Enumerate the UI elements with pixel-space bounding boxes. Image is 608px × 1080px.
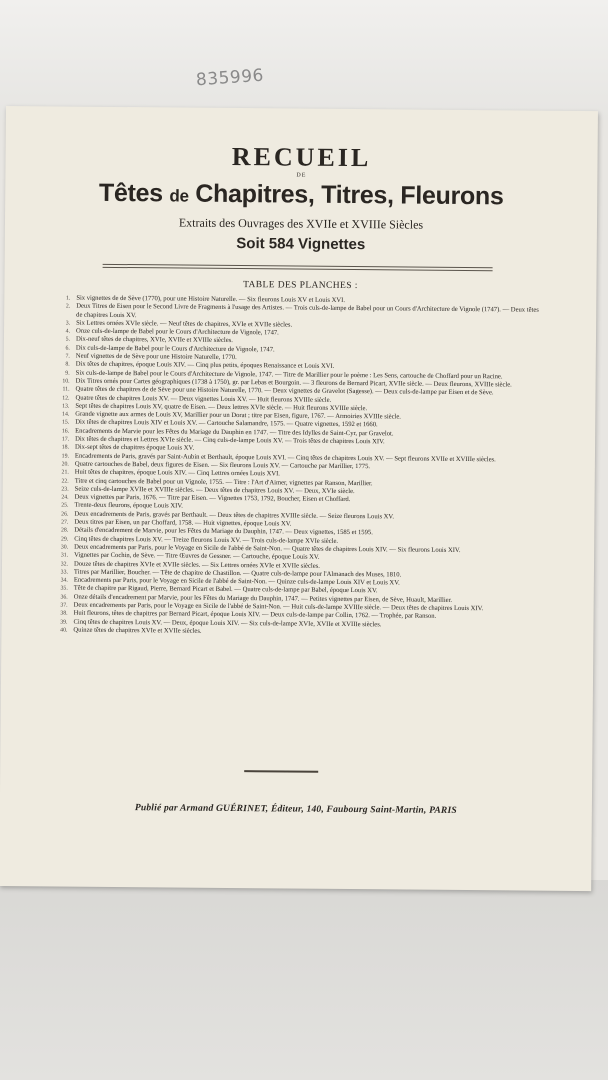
- plate-number: 36.: [60, 594, 68, 601]
- heading-recueil: RECUEIL: [231, 141, 372, 173]
- plate-description: Six vignettes de de Sève (1770), pour une Histoire Naturelle. — Six fleurons Louis XV et Louis XVI.: [76, 294, 346, 304]
- plate-description: Dix têtes de chapitres, époque Louis XIV. — Cinq plus petits, époques Renaissance et Louis XVI.: [75, 360, 335, 371]
- plate-number: 21.: [61, 469, 69, 476]
- plate-description: Deux encadrements par Paris, pour le Voyage en Sicile de l'abbé de Saint-Non. — Quatre têtes de chapitres Louis XIV. — Six fleurons Louis XIV.: [74, 543, 461, 554]
- plate-number: 13.: [62, 403, 70, 410]
- plate-number: 12.: [62, 395, 70, 402]
- plate-number: 3.: [65, 320, 71, 327]
- plate-number: 33.: [60, 569, 68, 576]
- plate-description: Dix-neuf têtes de chapitres, XVIe, XVIIe et XVIIIe siècles.: [75, 336, 233, 345]
- closing-rule: [244, 770, 318, 773]
- plates-list: [53, 294, 546, 638]
- plate-description: Quatre têtes de chapitres Louis XV. — Deux vignettes Louis XV. — Huit fleurons XVIIIe siècle.: [75, 394, 332, 404]
- plate-description: Tête de chapitre par Rigaud, Pierre, Bernard Picart et Babel. — Quatre culs-de-lampe par Babel, époque Louis XV.: [73, 585, 378, 595]
- background-table-surface: [0, 880, 608, 1080]
- plate-number: 28.: [61, 527, 69, 534]
- plate-description: Trente-deux fleurons, époque Louis XIV.: [74, 502, 183, 510]
- plate-description: Deux titres par Eisen, un par Choffard, 1758. — Huit vignettes, époque Louis XV.: [74, 518, 292, 528]
- plate-number: 27.: [61, 519, 69, 526]
- background-top: [0, 0, 608, 120]
- plate-number: 1.: [65, 295, 71, 302]
- plate-number: 19.: [61, 453, 69, 460]
- plate-description: Deux encadrements par Paris, pour le Voyage en Sicile de l'abbé de Saint-Non. — Huit culs-de-lampe XVIIIe siècle. — Deux têtes de chapitres Louis XIV.: [73, 601, 484, 613]
- heading-de: DE: [296, 172, 307, 179]
- plate-description: Onze détails d'encadrement par Marvie, pour les Fêtes du Mariage du Dauphin, 1747. — Petites vignettes par Eisen, de Sève, Huault, Marillier.: [73, 593, 453, 604]
- plate-description: Deux encadrements de Paris, gravés par Berthault. — Deux têtes de chapitres XVIIIe siècle. — Seize fleurons Louis XV.: [74, 510, 395, 521]
- plate-description: Dix culs-de-lampe de Babel pour le Cours d'Architecture de Vignole, 1747.: [75, 344, 275, 354]
- plate-number: 17.: [61, 436, 70, 443]
- plate-description: Douze têtes de chapitres XVIe et XVIIe siècles. — Six Lettres ornées XVIe et XVIIe siècles.: [73, 560, 320, 570]
- plate-description: Dix Titres ornés pour Cartes géographiques (1738 à 1750), gr. par Lebas et Bourgoin. — 3 fleurons de Bernard Picart, XVIIe siècle. — Deux fleurons, XVIIIe siècle.: [75, 377, 512, 389]
- plate-description: Quinze têtes de chapitres XVIe et XVIIe siècles.: [73, 626, 202, 635]
- plate-description: Six Lettres ornées XVIe siècle. — Neuf têtes de chapitres, XVIe et XVIIe siècles.: [76, 319, 293, 329]
- plate-number: 34.: [60, 577, 68, 584]
- plate-number: 8.: [65, 361, 70, 368]
- plate-description: Titre et cinq cartouches de Babel pour un Vignole, 1755. — Titre : l'Art d'Aimer, vignettes par Ranson, Marillier.: [74, 477, 373, 487]
- plate-number: 30.: [60, 544, 69, 551]
- plate-description: Quatre cartouches de Babel, deux figures de Eisen. — Six fleurons Louis XV. — Cartouche par Marillier, 1775.: [74, 460, 371, 471]
- plate-number: 32.: [60, 560, 69, 568]
- main-title-part-b: Chapitres, Titres, Fleurons: [195, 179, 504, 211]
- plate-description: Dix-sept têtes de chapitres époque Louis XV.: [74, 443, 195, 452]
- plate-description: Vignettes par Cochin, de Sève. — Titre Œuvres de Gessner. — Cartouche, époque Louis XV.: [74, 551, 320, 561]
- plate-description: Encadrements de Marvie pour les Fêtes du Mariage du Dauphin en 1747. — Titre des Idylles de Saint-Cyr, par Gravelot.: [75, 427, 394, 438]
- plate-description: Titres par Marillier, Boucher. — Tête de chapitre de Chastillon. — Quatre culs-de-lampe pour l'Almanach des Muses, 1810.: [73, 568, 402, 579]
- plate-number: 23.: [61, 486, 69, 493]
- plate-number: 38.: [60, 610, 68, 617]
- plate-description: Cinq têtes de chapitres Louis XV. — Treize fleurons Louis XV. — Trois culs-de-lampe XVIe siècle.: [74, 535, 339, 545]
- plate-number: 7.: [65, 353, 70, 360]
- plate-description: Cinq têtes de chapitres Louis XV. — Deux, époque Louis XIV. — Six culs-de-lampe XVIe, XVIIe et XVIIIe siècles.: [73, 618, 382, 628]
- plate-number: 35.: [60, 585, 68, 592]
- plate-number: 31.: [60, 552, 69, 559]
- plate-description: Sept têtes de chapitres Louis XV, quatre de Eisen. — Deux lettres XVIe siècle. — Huit fleurons XVIIIe siècle.: [75, 402, 368, 413]
- main-title-de: de: [169, 186, 189, 206]
- plate-number: 14.: [62, 411, 70, 418]
- plate-number: 20.: [61, 461, 69, 468]
- plate-number: 11.: [62, 386, 70, 393]
- plate-description: Deux Titres de Eisen pour le Second Livre de Fragments à l'usage des Artistes. — Trois culs-de-lampe de Babel pour un Cours d'Architecture de Vignole (1747). — Deux têtes de chapitres Louis XV.: [76, 302, 539, 319]
- plate-description: Six culs-de-lampe de Babel pour le Cours d'Architecture de Vignole, 1747. — Titre de Marillier pour le poème : Les Sens, cartouche de Choffard pour un Racine.: [75, 369, 503, 381]
- plate-number: 4.: [65, 328, 71, 335]
- plate-description: Grande vignette aux armes de Louis XV, Marillier pour un Dorat ; titre par Eisen, figure, 1767. — Armoiries XVIIIe siècle.: [75, 410, 401, 421]
- plate-description: Onze culs-de-lampe de Babel pour le Cours d'Architecture de Vignole, 1747.: [76, 327, 279, 337]
- plate-number: 40.: [60, 627, 68, 634]
- plate-number: 37.: [60, 602, 68, 609]
- plate-number: 24.: [61, 494, 69, 501]
- plate-number: 22.: [61, 478, 69, 485]
- plate-number: 6.: [65, 345, 70, 352]
- plate-description: Deux vignettes par Paris, 1676. — Titre par Eisen. — Vignettes 1753, 1792, Boucher, Eisen et Choffard.: [74, 493, 351, 504]
- plate-number: 10.: [62, 378, 70, 385]
- publisher-line: Publié par Armand GUÉRINET, Éditeur, 140, Faubourg Saint-Martin, PARIS: [134, 803, 457, 816]
- plate-number: 29.: [60, 536, 69, 543]
- plate-number: 39.: [60, 619, 68, 626]
- table-heading: TABLE DES PLANCHES :: [243, 280, 358, 292]
- main-title: [5, 178, 597, 212]
- plate-description: Encadrements par Paris, pour le Voyage en Sicile de l'abbé de Saint-Non. — Quinze culs-de-lampe Louis XIV et Louis XV.: [73, 576, 400, 587]
- subtitle-extraits: Extraits des Ouvrages des XVIIe et XVIIIe Siècles: [178, 215, 424, 232]
- plate-description: Détails d'encadrement de Marvie, pour les Fêtes du Mariage du Dauphin, 1747. — Deux vignettes, 1585 et 1595.: [74, 526, 373, 537]
- plate-number: 25.: [61, 502, 69, 509]
- plate-number: 5.: [65, 337, 70, 344]
- plate-description: Dix têtes de chapitres Louis XIV et Louis XV. — Cartouche Salamandre, 1575. — Quatre vignettes, 1592 et 1660.: [75, 419, 378, 429]
- plate-number: 18.: [61, 444, 70, 451]
- plate-description: Seize culs-de-lampe XVIIe et XVIIIe siècles. — Deux têtes de chapitres Louis XV. — Deux, XVIe siècle.: [74, 485, 355, 495]
- plate-number: 26.: [61, 511, 69, 518]
- plate-description: Huit têtes de chapitres, époque Louis XIV. — Cinq Lettres ornées Louis XVI.: [74, 468, 280, 478]
- plate-description: Dix têtes de chapitres et Lettres XVIe siècle. — Cinq culs-de-lampe Louis XV. — Trois têtes de chapitres Louis XIV.: [75, 435, 385, 446]
- plate-description: Neuf vignettes de de Sève pour une Histoire Naturelle, 1770.: [75, 352, 237, 362]
- plate-description: Encadrements de Paris, gravés par Saint-Aubin et Berthault, époque Louis XVI. — Cinq têtes de chapitres Louis XV. — Sept fleurons XVIIe et XVIIIe siècles.: [74, 452, 496, 463]
- vignette-count: Soit 584 Vignettes: [236, 235, 366, 254]
- plate-number: 9.: [65, 370, 70, 377]
- title-page-sheet: [0, 106, 598, 891]
- plate-description: Quatre têtes de chapitres de de Sève pour une Histoire Naturelle, 1770. — Deux vignettes de Gravelot (Sagesse). — Deux culs-de-lampe par Eisen et de Sève.: [75, 385, 494, 397]
- plate-number: 2.: [65, 303, 71, 310]
- main-title-part-a: Têtes: [98, 178, 163, 208]
- plate-number: 16.: [61, 428, 70, 435]
- pencil-inventory-number: 835996: [195, 65, 265, 91]
- plate-number: 15.: [61, 419, 70, 427]
- plate-description: Huit fleurons, têtes de chapitres par Bernard Picart, époque Louis XIV. — Deux culs-de-lampe par Collin, 1762. — Trophée, par Ranson.: [73, 609, 437, 621]
